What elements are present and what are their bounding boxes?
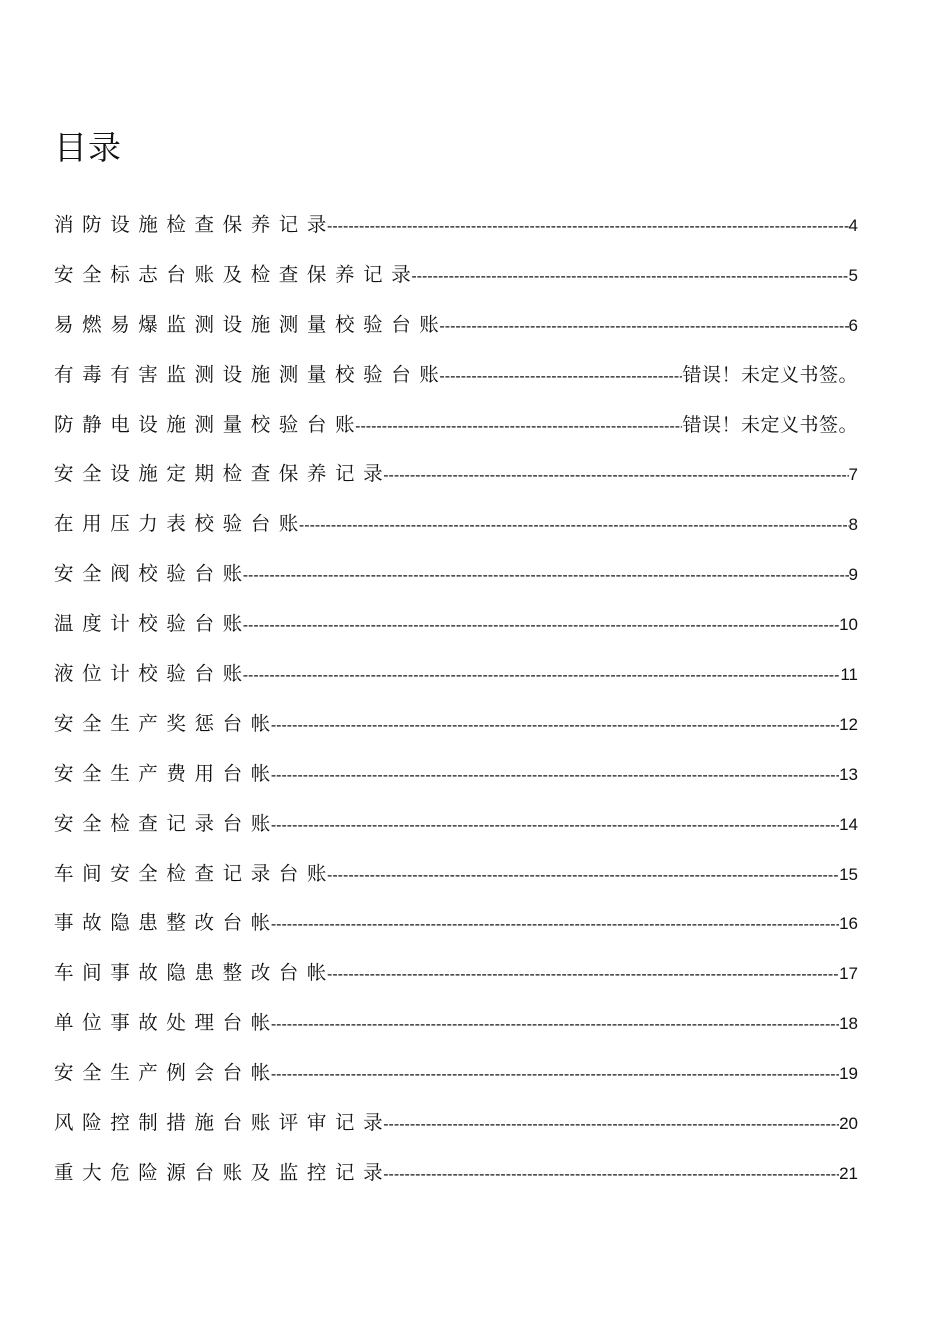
toc-leader (439, 352, 682, 400)
toc-entry[interactable] (54, 1148, 858, 1198)
toc-entry[interactable] (54, 1098, 858, 1148)
toc-entry-page: 20 (839, 1114, 858, 1134)
toc-entry[interactable] (54, 699, 858, 749)
toc-leader (243, 601, 839, 649)
toc-entry[interactable] (54, 749, 858, 799)
toc-entry-label: 安全生产费用台帐 (54, 761, 279, 785)
toc-leader (271, 900, 839, 948)
toc-entry[interactable] (54, 649, 858, 699)
toc-entry-page: 16 (839, 914, 858, 934)
toc-entry-label: 安全设施定期检查保养记录 (54, 462, 392, 486)
toc-entry-page: 21 (839, 1163, 858, 1183)
toc-entry-label: 易燃易爆监测设施测量校验台账 (54, 312, 448, 336)
toc-entry-page: 19 (839, 1064, 858, 1084)
toc-entry[interactable] (54, 799, 858, 849)
toc-entry-page: 18 (839, 1014, 858, 1034)
toc-entry-page: 17 (839, 964, 858, 984)
toc-entry-page: 4 (848, 216, 858, 235)
page-title: 目录 (54, 128, 122, 167)
toc-entry-page: 8 (848, 515, 858, 535)
toc-entry[interactable] (54, 200, 858, 250)
toc-entry-label: 事故隐患整改台帐 (54, 911, 279, 935)
toc-entry[interactable] (54, 998, 858, 1048)
toc-entry-label: 风险控制措施台账评审记录 (54, 1111, 392, 1135)
toc-entry-label: 车间安全检查记录台账 (54, 861, 336, 885)
toc-entry-label: 安全生产例会台帐 (54, 1061, 279, 1085)
toc-entry[interactable] (54, 599, 858, 649)
toc-entry[interactable] (54, 948, 858, 998)
toc-entry[interactable] (54, 849, 858, 899)
toc-leader (299, 501, 849, 549)
toc-entry-page: 11 (840, 665, 858, 685)
toc-leader (411, 252, 848, 300)
toc-entry-label: 消防设施检查保养记录 (54, 213, 336, 236)
toc-leader (327, 950, 839, 998)
toc-leader (271, 801, 839, 849)
toc-entry-label: 重大危险源台账及监控记录 (54, 1160, 392, 1184)
toc-leader (271, 751, 839, 799)
toc-entry-page: 14 (839, 814, 858, 834)
toc-entry-page: 9 (848, 565, 858, 585)
toc-entry-page: 5 (848, 265, 858, 285)
toc-leader (271, 1050, 839, 1098)
table-of-contents (54, 200, 858, 1198)
toc-entry-label: 温度计校验台账 (54, 612, 251, 636)
toc-entry[interactable] (54, 300, 858, 350)
toc-entry[interactable] (54, 449, 858, 499)
toc-leader (383, 1100, 839, 1148)
toc-leader (271, 1000, 839, 1048)
toc-entry-page-error: 错误！未定义书签。 (682, 363, 858, 386)
toc-leader (355, 402, 682, 450)
toc-entry-label: 在用压力表校验台账 (54, 512, 307, 536)
toc-entry-label: 单位事故处理台帐 (54, 1011, 279, 1035)
toc-entry-page: 13 (839, 764, 858, 784)
toc-entry[interactable] (54, 549, 858, 599)
toc-entry-page: 15 (839, 864, 858, 884)
toc-leader (327, 851, 839, 899)
toc-leader (383, 451, 848, 499)
toc-entry-page: 7 (848, 465, 858, 485)
toc-entry-label: 安全生产奖惩台帐 (54, 711, 279, 735)
toc-leader (327, 202, 849, 250)
toc-entry-label: 防静电设施测量校验台账 (54, 412, 364, 436)
toc-leader (439, 302, 848, 350)
toc-leader (271, 701, 839, 749)
toc-entry[interactable] (54, 350, 858, 400)
toc-entry-label: 安全阀校验台账 (54, 562, 251, 586)
toc-entry-label: 安全检查记录台账 (54, 811, 279, 835)
toc-leader (243, 551, 849, 599)
toc-entry-label: 液位计校验台账 (54, 662, 251, 686)
toc-entry-label: 安全标志台账及检查保养记录 (54, 262, 420, 286)
toc-leader (383, 1150, 839, 1198)
toc-entry[interactable] (54, 898, 858, 948)
toc-entry-page: 10 (839, 615, 858, 635)
toc-entry[interactable] (54, 250, 858, 300)
toc-entry-page: 6 (848, 315, 858, 335)
toc-entry-page-error: 错误！未定义书签。 (682, 413, 858, 436)
toc-entry-label: 车间事故隐患整改台帐 (54, 961, 336, 985)
toc-entry[interactable] (54, 499, 858, 549)
toc-entry[interactable] (54, 1048, 858, 1098)
toc-entry[interactable] (54, 400, 858, 450)
toc-entry-page: 12 (839, 714, 858, 734)
toc-entry-label: 有毒有害监测设施测量校验台账 (54, 362, 448, 386)
toc-leader (243, 651, 841, 699)
